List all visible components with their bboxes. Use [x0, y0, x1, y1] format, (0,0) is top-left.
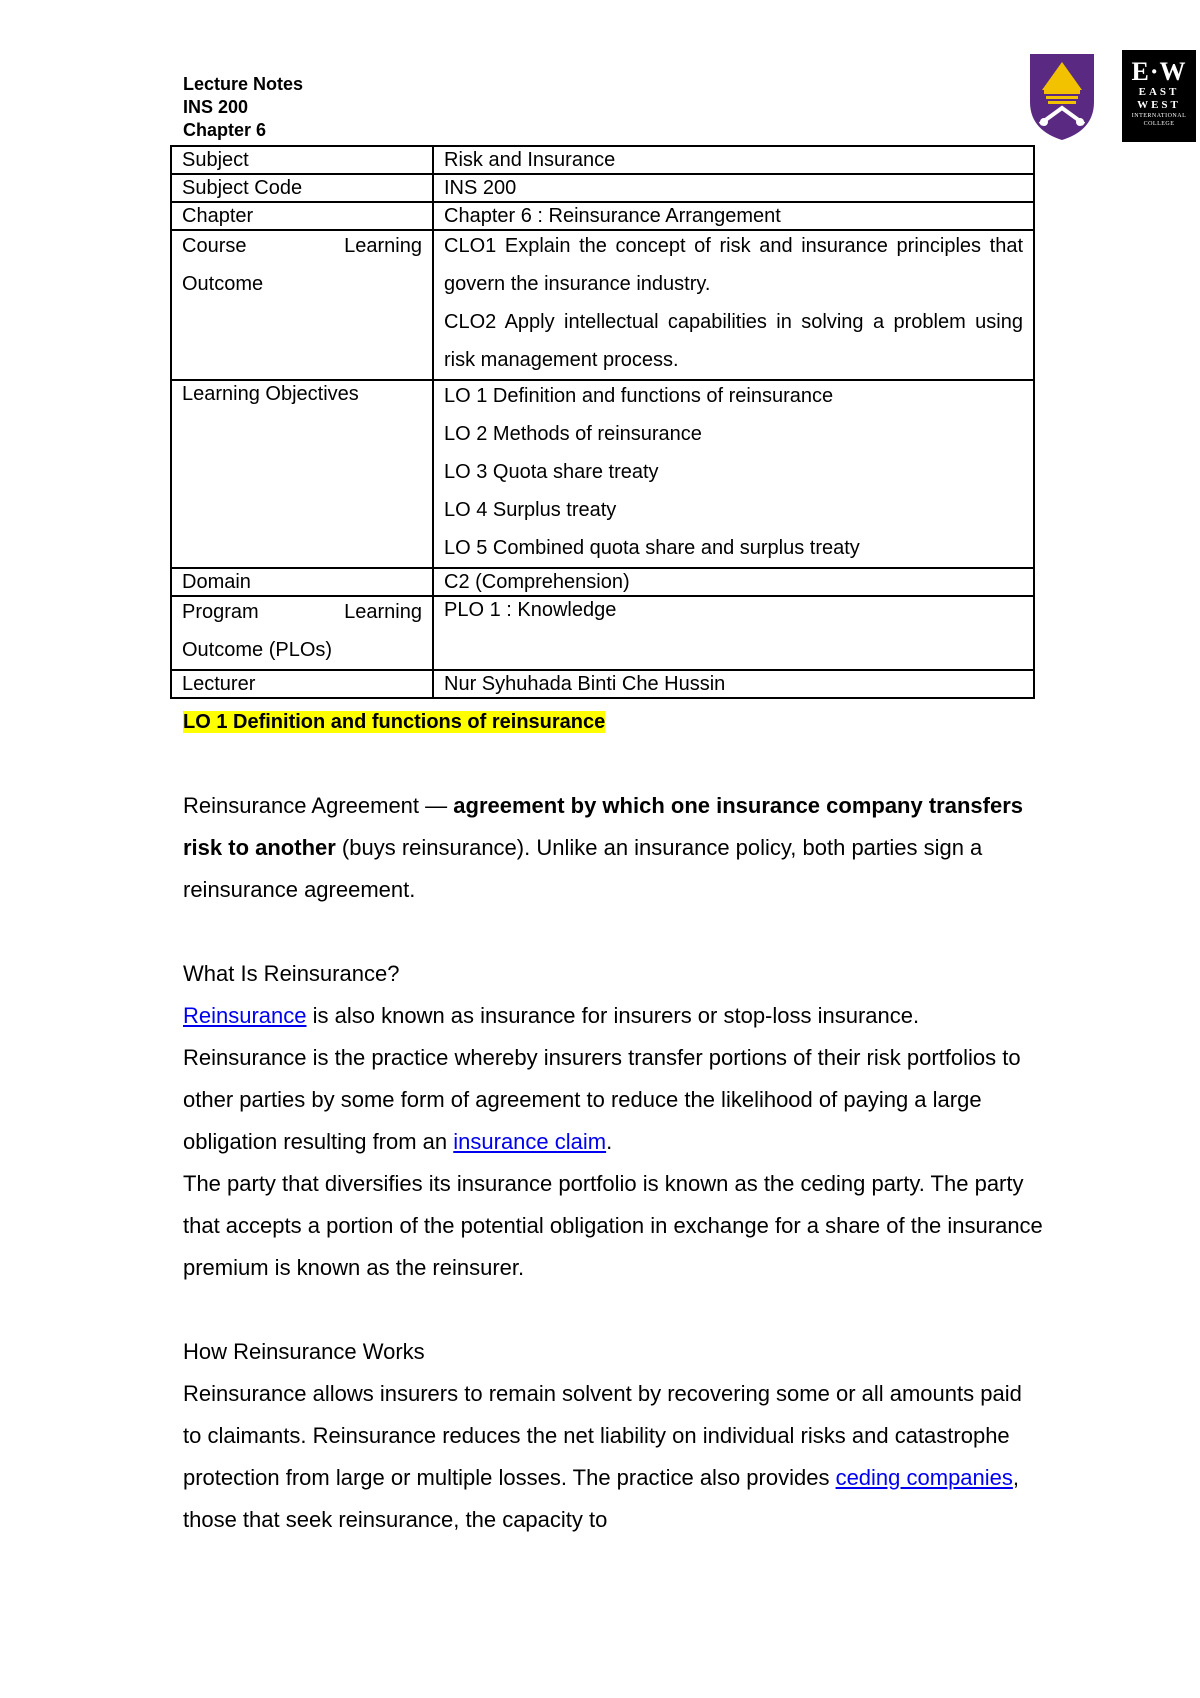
- header-chapter: Chapter 6: [183, 120, 267, 140]
- what-paragraph-2: The party that diversifies its insurance portfolio is known as the ceding party. The party that accepts a portion of the potential obligation in exchange for a share of the insurance premium is known as the reinsurer.: [183, 1171, 1043, 1280]
- uitm-logo-icon: [1022, 50, 1102, 142]
- chapter-label: Chapter: [171, 202, 433, 230]
- domain-label: Domain: [171, 568, 433, 596]
- list-item: LO 4 Surplus treaty: [444, 499, 617, 521]
- list-item: LO 2 Methods of reinsurance: [444, 423, 702, 445]
- list-item: LO 3 Quota share treaty: [444, 461, 659, 483]
- domain-value: C2 (Comprehension): [433, 568, 1034, 596]
- table-row-chapter: [171, 202, 1034, 230]
- subject-code-value: INS 200: [433, 174, 1034, 202]
- clo1-text: CLO1 Explain the concept of risk and insurance principles that govern the insurance industry.: [444, 235, 1023, 295]
- course-info-table: [170, 145, 1035, 699]
- chapter-value: Chapter 6 : Reinsurance Arrangement: [433, 202, 1034, 230]
- table-row-plo: [171, 596, 1034, 670]
- table-row-lecturer: [171, 670, 1034, 698]
- table-row-subject-code: [171, 174, 1034, 202]
- subject-value: Risk and Insurance: [433, 146, 1034, 174]
- header-title: Lecture Notes: [183, 74, 304, 94]
- header-course-code: INS 200: [183, 97, 249, 117]
- insurance-claim-link[interactable]: insurance claim: [453, 1129, 607, 1154]
- reinsurance-link[interactable]: Reinsurance: [183, 1003, 307, 1028]
- lecture-content: [183, 700, 1043, 1541]
- table-row-domain: [171, 568, 1034, 596]
- subject-label: Subject: [171, 146, 433, 174]
- lo-values: [433, 380, 1034, 568]
- document-header: [183, 73, 303, 142]
- how-paragraph: Reinsurance allows insurers to remain solvent by recovering some or all amounts paid to claimants. Reinsurance reduces the net liability on individual risks and catastrophe protection from large or multiple losses. The practice also provides ceding companies, those that seek reinsurance, the capacity to: [183, 1381, 1022, 1532]
- list-item: LO 1 Definition and functions of reinsurance: [444, 385, 834, 407]
- what-heading: What Is Reinsurance?: [183, 961, 400, 986]
- plo-label: Program Learning Outcome (PLOs): [171, 596, 433, 670]
- agreement-paragraph: Reinsurance Agreement — agreement by which one insurance company transfers risk to another (buys reinsurance). Unlike an insurance policy, both parties sign a reinsurance agreement.: [183, 793, 1023, 902]
- table-row-subject: [171, 146, 1034, 174]
- clo2-text: CLO2 Apply intellectual capabilities in solving a problem using risk management process.: [444, 311, 1023, 371]
- subject-code-label: Subject Code: [171, 174, 433, 202]
- table-row-clo: [171, 230, 1034, 380]
- what-paragraph: Reinsurance is also known as insurance for insurers or stop-loss insurance. Reinsurance is the practice whereby insurers transfer portions of their risk portfolios to other parties by some form of agreement to reduce the likelihood of paying a large obligation resulting from an insurance claim.: [183, 1003, 1021, 1154]
- clo-values: [433, 230, 1034, 380]
- how-heading: How Reinsurance Works: [183, 1339, 425, 1364]
- ceding-companies-link[interactable]: ceding companies: [835, 1465, 1013, 1490]
- lo1-heading: LO 1 Definition and functions of reinsurance: [183, 711, 606, 733]
- lo-label: Learning Objectives: [171, 380, 433, 568]
- east-west-college-logo: E·W EAST WEST INTERNATIONAL COLLEGE: [1122, 50, 1196, 142]
- lecturer-label: Lecturer: [171, 670, 433, 698]
- lecturer-value: Nur Syhuhada Binti Che Hussin: [433, 670, 1034, 698]
- list-item: LO 5 Combined quota share and surplus treaty: [444, 537, 860, 559]
- plo-value: PLO 1 : Knowledge: [433, 596, 1034, 670]
- table-row-learning-objectives: [171, 380, 1034, 568]
- clo-label: Course Learning Outcome: [171, 230, 433, 380]
- logos: [1022, 46, 1200, 146]
